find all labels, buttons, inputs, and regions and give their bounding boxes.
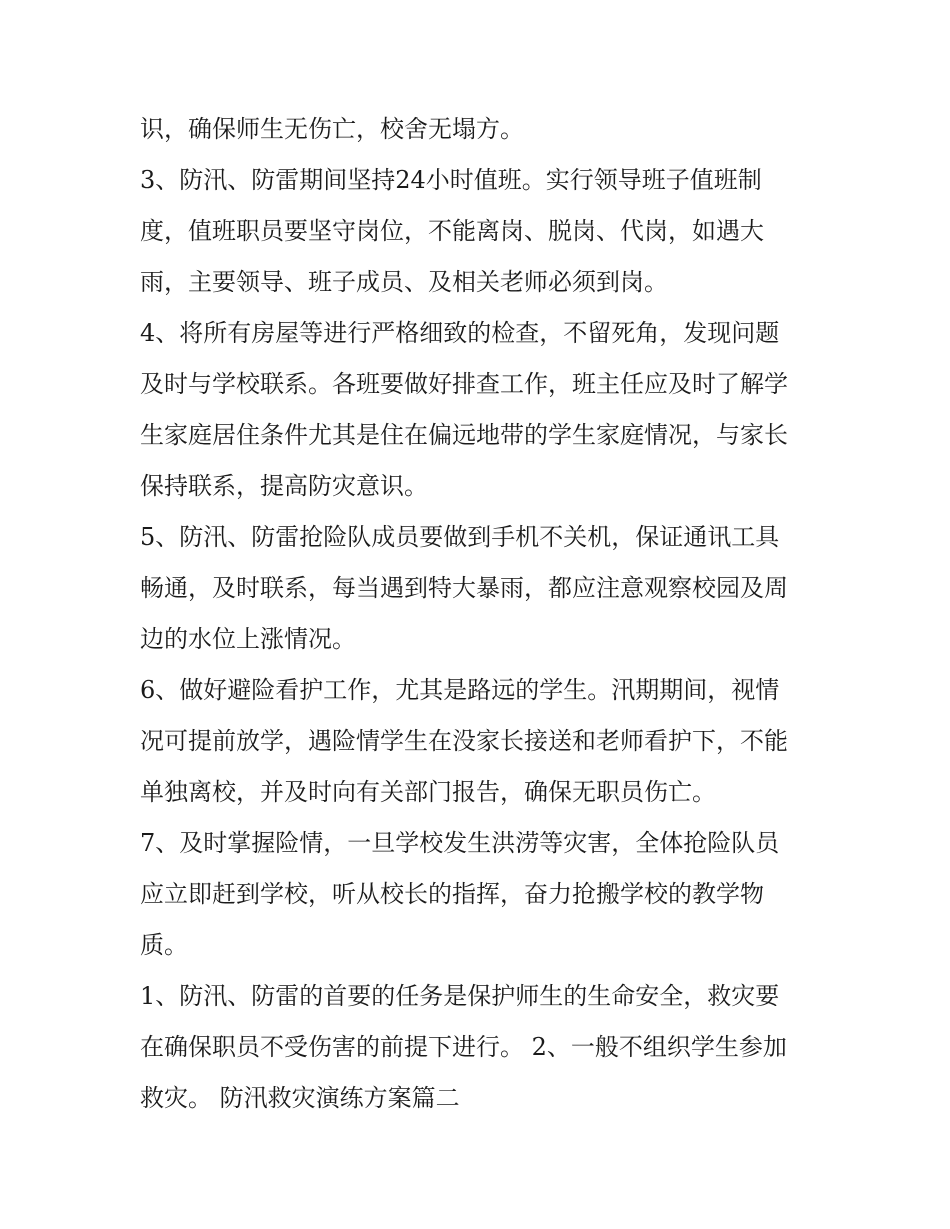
text-line: 度，值班职员要坚守岗位，不能离岗、脱岗、代岗，如遇大 bbox=[140, 217, 764, 245]
text-line: 3、防汛、防雷期间坚持24小时值班。实行领导班子值班制 bbox=[140, 166, 762, 194]
text-line: 4、将所有房屋等进行严格细致的检查，不留死角，发现问题 bbox=[140, 319, 780, 347]
text-line: 况可提前放学，遇险情学生在没家长接送和老师看护下，不能 bbox=[140, 727, 788, 755]
text-line: 质。 bbox=[140, 931, 188, 959]
text-line: 7、及时掌握险情，一旦学校发生洪涝等灾害，全体抢险队员 bbox=[140, 829, 780, 857]
text-line: 畅通，及时联系，每当遇到特大暴雨，都应注意观察校园及周 bbox=[140, 574, 788, 602]
text-line: 识，确保师生无伤亡，校舍无塌方。 bbox=[140, 115, 524, 143]
text-line: 救灾。 防汛救灾演练方案篇二 bbox=[140, 1084, 460, 1112]
text-line: 1、防汛、防雷的首要的任务是保护师生的生命安全，救灾要 bbox=[140, 982, 780, 1010]
text-line: 雨，主要领导、班子成员、及相关老师必须到岗。 bbox=[140, 268, 668, 296]
text-line: 及时与学校联系。各班要做好排查工作，班主任应及时了解学 bbox=[140, 370, 788, 398]
text-line: 单独离校，并及时向有关部门报告，确保无职员伤亡。 bbox=[140, 778, 716, 806]
text-line: 边的水位上涨情况。 bbox=[140, 625, 356, 653]
text-line: 生家庭居住条件尤其是住在偏远地带的学生家庭情况，与家长 bbox=[140, 421, 788, 449]
text-line: 应立即赶到学校，听从校长的指挥，奋力抢搬学校的教学物 bbox=[140, 880, 764, 908]
document-body bbox=[140, 104, 820, 1124]
text-line: 6、做好避险看护工作，尤其是路远的学生。汛期期间，视情 bbox=[140, 676, 780, 704]
text-line: 保持联系，提高防灾意识。 bbox=[140, 472, 428, 500]
text-line: 5、防汛、防雷抢险队成员要做到手机不关机，保证通讯工具 bbox=[140, 523, 780, 551]
text-line: 在确保职员不受伤害的前提下进行。 2、一般不组织学生参加 bbox=[140, 1033, 787, 1061]
